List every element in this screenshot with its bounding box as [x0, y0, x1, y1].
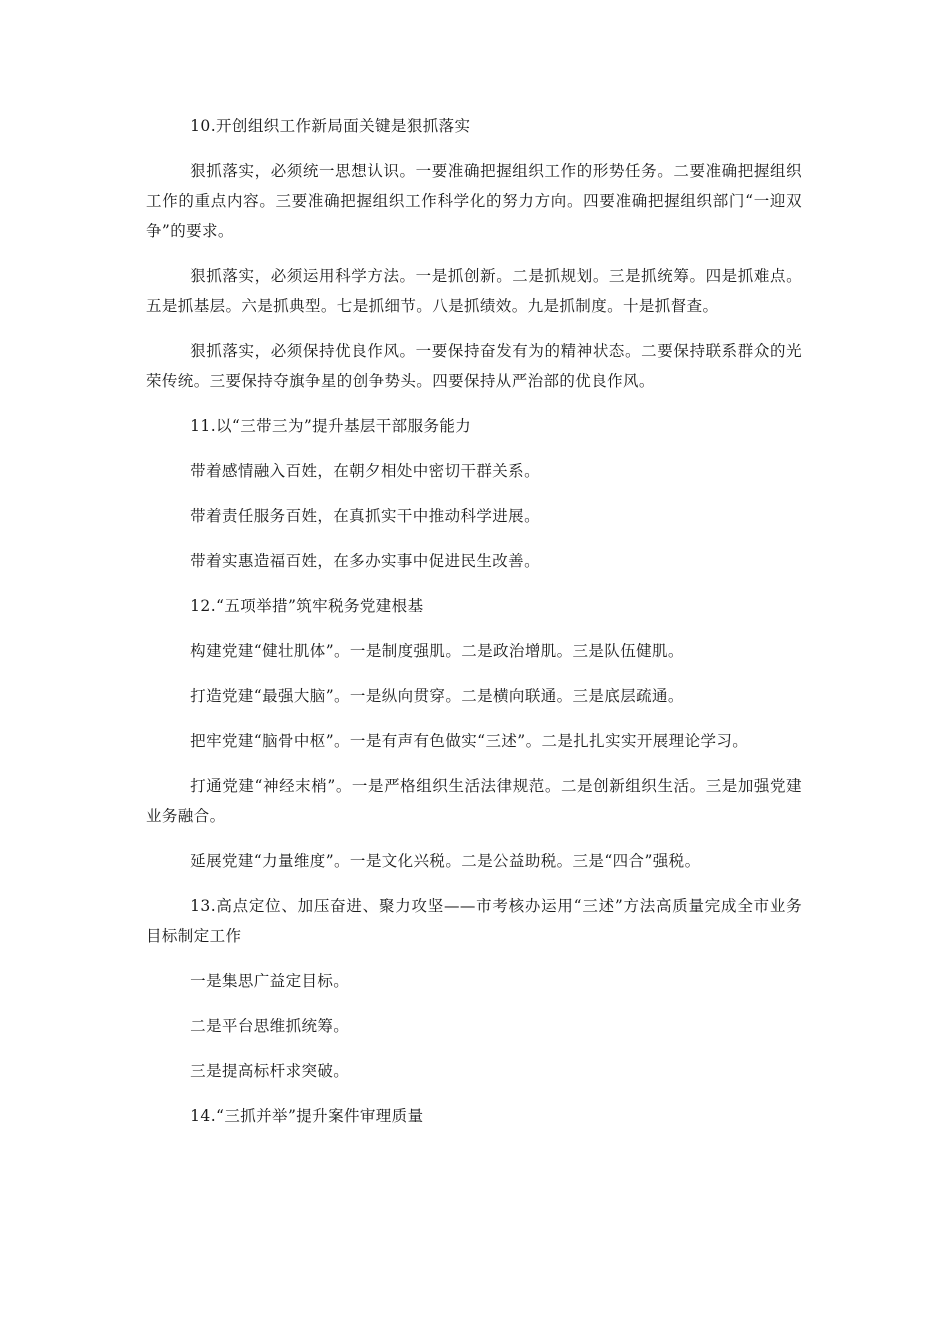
paragraph: 狠抓落实，必须运用科学方法。一是抓创新。二是抓规划。三是抓统筹。四是抓难点。五是抓基层。六是抓典型。七是抓细节。八是抓绩效。九是抓制度。十是抓督查。 — [146, 267, 802, 315]
paragraph: 三是提高标杆求突破。 — [190, 1062, 350, 1080]
paragraph: 把牢党建“脑骨中枢”。一是有声有色做实“三述”。二是扎扎实实开展理论学习。 — [190, 732, 749, 750]
section-heading-11: 11.以“三带三为”提升基层干部服务能力 — [190, 417, 472, 435]
paragraph: 狠抓落实，必须保持优良作风。一要保持奋发有为的精神状态。二要保持联系群众的光荣传统。三要保持夺旗争星的创争势头。四要保持从严治部的优良作风。 — [146, 342, 802, 390]
document-body — [146, 111, 802, 1146]
paragraph: 二是平台思维抓统筹。 — [190, 1017, 350, 1035]
section-heading-14: 14.“三抓并举”提升案件审理质量 — [190, 1107, 424, 1125]
paragraph: 打造党建“最强大脑”。一是纵向贯穿。二是横向联通。三是底层疏通。 — [190, 687, 684, 705]
paragraph: 延展党建“力量维度”。一是文化兴税。二是公益助税。三是“四合”强税。 — [190, 852, 701, 870]
paragraph: 构建党建“健壮肌体”。一是制度强肌。二是政治增肌。三是队伍健肌。 — [190, 642, 684, 660]
paragraph: 带着感情融入百姓，在朝夕相处中密切干群关系。 — [190, 462, 540, 480]
section-heading-13: 13.高点定位、加压奋进、聚力攻坚——市考核办运用“三述”方法高质量完成全市业务目标制定工作 — [146, 897, 802, 945]
section-heading-12: 12.“五项举措”筑牢税务党建根基 — [190, 597, 424, 615]
paragraph: 一是集思广益定目标。 — [190, 972, 350, 990]
paragraph: 带着责任服务百姓，在真抓实干中推动科学进展。 — [190, 507, 540, 525]
paragraph: 带着实惠造福百姓，在多办实事中促进民生改善。 — [190, 552, 540, 570]
section-heading-10: 10.开创组织工作新局面关键是狠抓落实 — [190, 117, 471, 135]
paragraph: 打通党建“神经末梢”。一是严格组织生活法律规范。二是创新组织生活。三是加强党建业务融合。 — [146, 777, 802, 825]
paragraph: 狠抓落实，必须统一思想认识。一要准确把握组织工作的形势任务。二要准确把握组织工作的重点内容。三要准确把握组织工作科学化的努力方向。四要准确把握组织部门“一迎双争”的要求。 — [146, 162, 802, 240]
